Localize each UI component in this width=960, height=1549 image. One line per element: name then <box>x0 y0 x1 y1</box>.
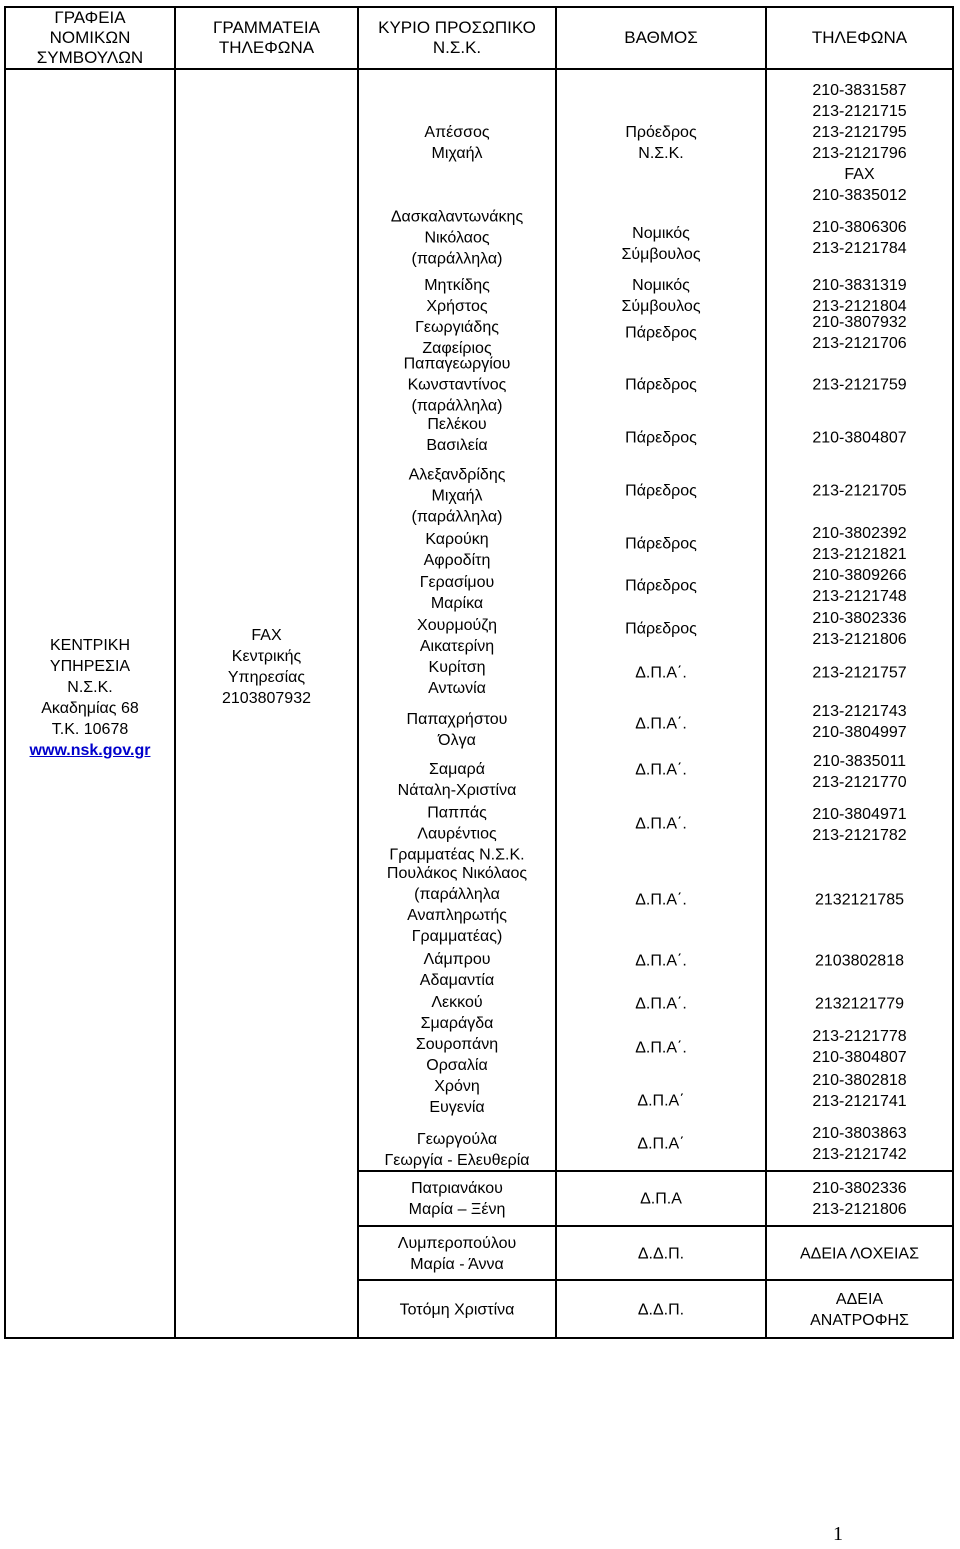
list-item <box>767 1070 952 1112</box>
text-line: Δ.Π.Α <box>640 1190 682 1208</box>
extra-phones-2 <box>766 1280 953 1338</box>
text-line: Τοτόμη Χριστίνα <box>399 1301 515 1319</box>
list-item <box>359 615 555 657</box>
list-item <box>359 1129 555 1171</box>
list-item <box>359 709 555 751</box>
text-line: 210-3835011 <box>812 753 907 770</box>
text-line: Ορσαλία <box>426 1057 488 1074</box>
list-item <box>557 714 765 735</box>
text-line: 213-2121705 <box>812 482 907 500</box>
text-line: Ευγενία <box>429 1099 485 1116</box>
text-line: ΓΡΑΜΜΑΤΕΙΑ <box>213 18 320 37</box>
list-item <box>767 701 952 743</box>
list-item <box>359 949 555 991</box>
text-line: Σύμβουλος <box>621 298 701 315</box>
text-line: Πάρεδρος <box>625 324 697 342</box>
list-item <box>359 465 555 528</box>
text-line: Μαρία – Ξένη <box>408 1201 506 1218</box>
text-line: ΑΔΕΙΑ <box>835 1291 884 1308</box>
text-line: ΑΝΑΤΡΟΦΗΣ <box>810 1312 909 1329</box>
text-line: Πατριανάκου <box>411 1180 503 1197</box>
text-line: 213-2121784 <box>812 240 907 257</box>
text-line: Λεκκού <box>431 994 483 1011</box>
text-line: ΤΗΛΕΦΩΝΑ <box>811 28 908 47</box>
list-item <box>557 375 765 396</box>
text-line: 210-3806306 <box>812 219 907 236</box>
text-line: Κυρίτση <box>428 659 486 676</box>
list-item <box>359 863 555 947</box>
list-item <box>767 951 952 972</box>
text-line: 213-2121782 <box>812 827 907 844</box>
text-line: ΑΔΕΙΑ ΛΟΧΕΙΑΣ <box>800 1245 919 1263</box>
list-item <box>767 428 952 449</box>
text-line: Αναπληρωτής <box>407 907 507 924</box>
extra-rank-2 <box>556 1280 766 1338</box>
text-line: (παράλληλα) <box>411 250 503 268</box>
text-line: 213-2121821 <box>812 546 907 563</box>
text-line: ΚΕΝΤΡΙΚΗ <box>49 637 130 654</box>
text-line: Δ.Π.Α΄. <box>635 1039 687 1057</box>
list-item <box>767 312 952 354</box>
text-line: Αδαμαντία <box>419 972 495 989</box>
list-item <box>359 122 555 164</box>
extra-phones-1 <box>766 1226 953 1280</box>
list-item <box>557 760 765 781</box>
list-item <box>767 890 952 911</box>
list-item <box>359 354 555 417</box>
text-line: Πάρεδρος <box>625 482 697 500</box>
text-line: 210-3831587 <box>812 82 907 99</box>
text-line: Σαμαρά <box>429 761 485 778</box>
list-item <box>359 572 555 614</box>
list-item <box>767 275 952 317</box>
secretariat-info <box>176 625 357 709</box>
text-line: Λυμπεροπούλου <box>397 1235 517 1252</box>
text-line: Αικατερίνη <box>419 638 495 655</box>
text-line: Πελέκου <box>427 416 487 433</box>
text-line: Παπαχρήστου <box>406 711 508 728</box>
text-line: 213-2121759 <box>812 376 907 394</box>
text-line: 213-2121741 <box>812 1093 907 1110</box>
list-item <box>557 122 765 164</box>
text-line: Λαυρέντιος <box>417 825 497 843</box>
text-line: 213-2121806 <box>812 631 907 648</box>
list-item <box>557 534 765 555</box>
text-line: 2132121785 <box>815 891 904 909</box>
text-line: Βασιλεία <box>426 437 488 454</box>
text-line: Δασκαλαντωνάκης <box>390 208 524 226</box>
text-line: 213-2121770 <box>812 774 907 791</box>
text-line: Αλεξανδρίδης <box>408 466 506 484</box>
text-line: Ζαφείριος <box>422 340 492 357</box>
secretariat-cell <box>175 69 358 1338</box>
text-line: 210-3804997 <box>812 724 907 741</box>
text-line: Πουλάκος Νικόλαος <box>386 865 528 882</box>
text-line: 210-3831319 <box>812 277 907 294</box>
list-item <box>767 523 952 565</box>
text-line: Πάρεδρος <box>625 620 697 638</box>
text-line: Κεντρικής <box>231 648 302 665</box>
text-line: Ν.Σ.Κ. <box>67 679 113 696</box>
list-item <box>359 759 555 801</box>
text-line: Γραμματέας) <box>411 928 503 945</box>
list-item <box>767 751 952 793</box>
list-item <box>767 565 952 607</box>
text-line: ΝΟΜΙΚΩΝ <box>49 28 131 47</box>
list-item <box>767 1123 952 1165</box>
text-line: 213-2121757 <box>812 664 907 682</box>
text-line: Απέσσος <box>424 124 490 141</box>
text-line: Όλγα <box>438 732 476 749</box>
header-secretariat-phones <box>175 7 358 69</box>
text-line: Πάρεδρος <box>625 535 697 553</box>
text-line: 210-3802818 <box>812 1072 907 1089</box>
list-item <box>359 657 555 699</box>
text-line: Νομικός <box>632 277 690 294</box>
list-item <box>359 1076 555 1118</box>
text-line: Ν.Σ.Κ. <box>638 145 684 162</box>
list-item <box>767 608 952 650</box>
list-item <box>767 375 952 396</box>
text-line: Σουροπάνη <box>415 1036 499 1053</box>
text-line: ΥΠΗΡΕΣΙΑ <box>49 658 131 675</box>
list-item <box>557 1038 765 1059</box>
main-staff-row <box>5 69 953 1171</box>
text-line: Δ.Π.Α΄. <box>635 715 687 733</box>
list-item <box>359 1034 555 1076</box>
text-line: FAX <box>251 627 282 644</box>
text-line: Δ.Π.Α΄ <box>637 1092 685 1110</box>
list-item <box>767 663 952 684</box>
text-line: 2103802818 <box>815 952 904 970</box>
text-line: Δ.Δ.Π. <box>637 1301 685 1319</box>
text-line: Τ.Κ. 10678 <box>51 721 129 738</box>
text-line: Σμαράγδα <box>420 1015 494 1032</box>
text-line: Μιχαήλ <box>431 487 483 505</box>
list-item <box>767 217 952 259</box>
text-line: Νικόλαος <box>424 229 490 247</box>
text-line: FAX <box>844 166 875 183</box>
list-item <box>557 994 765 1015</box>
extra-rank-0 <box>556 1171 766 1226</box>
list-item <box>557 619 765 640</box>
text-line: Υπηρεσίας <box>227 669 306 686</box>
list-item <box>359 275 555 317</box>
text-line: Μητκίδης <box>424 277 490 294</box>
extra-phones-0 <box>766 1171 953 1226</box>
text-line: Δ.Π.Α΄. <box>635 761 687 779</box>
list-item <box>767 481 952 502</box>
text-line: 213-2121715 <box>812 103 907 120</box>
staff-directory-table <box>4 6 954 1339</box>
text-line: Πάρεδρος <box>625 577 697 595</box>
list-item <box>359 207 555 270</box>
text-line: Σύμβουλος <box>621 246 701 263</box>
list-item <box>557 814 765 835</box>
text-line: 210-3804971 <box>812 806 907 823</box>
text-line: Δ.Π.Α΄. <box>635 995 687 1013</box>
header-phones <box>766 7 953 69</box>
website-link[interactable]: www.nsk.gov.gr <box>29 742 151 759</box>
text-line: Δ.Δ.Π. <box>637 1245 685 1263</box>
extra-name-2 <box>358 1280 556 1338</box>
text-line: Ν.Σ.Κ. <box>432 38 482 57</box>
text-line: Μαρία - Άννα <box>410 1256 504 1273</box>
list-item <box>767 1026 952 1068</box>
text-line: ΒΑΘΜΟΣ <box>624 28 698 47</box>
list-item <box>557 1091 765 1112</box>
text-line: Ακαδημίας 68 <box>41 700 139 717</box>
list-item <box>359 414 555 456</box>
ranks-cell <box>556 69 766 1171</box>
text-line: Καρούκη <box>425 531 489 548</box>
text-line: 210-3802392 <box>812 525 907 542</box>
list-item <box>557 275 765 317</box>
text-line: 213-2121778 <box>812 1028 907 1045</box>
list-item <box>557 576 765 597</box>
text-line: Παππάς <box>427 804 487 822</box>
text-line: 210-3807932 <box>812 314 907 331</box>
list-item <box>557 890 765 911</box>
list-item <box>767 804 952 846</box>
text-line: Γεωργία - Ελευθερία <box>384 1152 530 1169</box>
names-cell <box>358 69 556 1171</box>
list-item <box>359 803 555 866</box>
text-line: ΚΥΡΙΟ ΠΡΟΣΩΠΙΚΟ <box>378 18 536 37</box>
list-item <box>557 951 765 972</box>
text-line: 210-3803863 <box>812 1125 907 1142</box>
text-line: Δ.Π.Α΄ <box>637 1135 685 1153</box>
text-line: Πάρεδρος <box>625 376 697 394</box>
list-item <box>557 663 765 684</box>
list-item <box>557 428 765 449</box>
text-line: 213-2121706 <box>812 335 907 352</box>
header-row <box>5 7 953 69</box>
list-item <box>359 529 555 571</box>
header-rank <box>556 7 766 69</box>
text-line: (παράλληλα <box>414 886 500 903</box>
text-line: Νάταλη-Χριστίνα <box>397 782 517 799</box>
text-line: 213-2121743 <box>812 703 907 720</box>
text-line: 213-2121804 <box>812 298 907 315</box>
text-line: Μαρίκα <box>430 595 484 612</box>
text-line: 210-3804807 <box>812 429 907 447</box>
text-line: 210-3835012 <box>812 187 907 204</box>
text-line: 213-2121795 <box>812 124 907 141</box>
text-line: ΓΡΑΦΕΙΑ <box>54 8 126 27</box>
text-line: Δ.Π.Α΄. <box>635 664 687 682</box>
text-line: 210-3802336 <box>812 1180 907 1197</box>
text-line: Χουρμούζη <box>417 617 497 634</box>
text-line: 213-2121806 <box>812 1201 907 1218</box>
office-info <box>6 635 174 761</box>
text-line: ΣΥΜΒΟΥΛΩΝ <box>36 48 144 67</box>
list-item <box>767 80 952 206</box>
text-line: Δ.Π.Α΄. <box>635 952 687 970</box>
office-cell <box>5 69 175 1338</box>
text-line: Πρόεδρος <box>625 124 697 141</box>
phones-cell <box>766 69 953 1171</box>
list-item <box>557 481 765 502</box>
text-line: Νομικός <box>632 225 690 242</box>
text-line: 210-3804807 <box>812 1049 907 1066</box>
text-line: 213-2121796 <box>812 145 907 162</box>
text-line: 2132121779 <box>815 995 904 1013</box>
text-line: Αφροδίτη <box>423 552 491 569</box>
extra-rank-1 <box>556 1226 766 1280</box>
text-line: Παπαγεωργίου <box>403 355 511 373</box>
list-item <box>767 994 952 1015</box>
text-line: Λάμπρου <box>423 951 491 968</box>
text-line: Γραμματέας Ν.Σ.Κ. <box>389 846 525 864</box>
text-line: Αντωνία <box>428 680 486 697</box>
page-number: 1 <box>833 1523 843 1545</box>
text-line: 213-2121748 <box>812 588 907 605</box>
text-line: Γερασίμου <box>419 574 495 591</box>
text-line: 213-2121742 <box>812 1146 907 1163</box>
header-main-staff <box>358 7 556 69</box>
text-line: (παράλληλα) <box>411 397 503 415</box>
list-item <box>359 992 555 1034</box>
list-item <box>557 323 765 344</box>
header-legal-offices <box>5 7 175 69</box>
text-line: 210-3802336 <box>812 610 907 627</box>
text-line: Γεωργιάδης <box>415 319 499 336</box>
text-line: Χρήστος <box>426 298 488 315</box>
text-line: Γεωργούλα <box>416 1131 498 1148</box>
text-line: 210-3809266 <box>812 567 907 584</box>
list-item <box>557 223 765 265</box>
list-item <box>557 1134 765 1155</box>
extra-name-0 <box>358 1171 556 1226</box>
text-line: (παράλληλα) <box>411 508 503 526</box>
text-line: Δ.Π.Α΄. <box>635 891 687 909</box>
text-line: 2103807932 <box>222 690 311 707</box>
text-line: Χρόνη <box>434 1078 480 1095</box>
text-line: Μιχαήλ <box>431 145 483 162</box>
text-line: Δ.Π.Α΄. <box>635 815 687 833</box>
text-line: ΤΗΛΕΦΩΝΑ <box>218 38 315 57</box>
text-line: Κωνσταντίνος <box>407 376 507 394</box>
extra-name-1 <box>358 1226 556 1280</box>
text-line: Πάρεδρος <box>625 429 697 447</box>
